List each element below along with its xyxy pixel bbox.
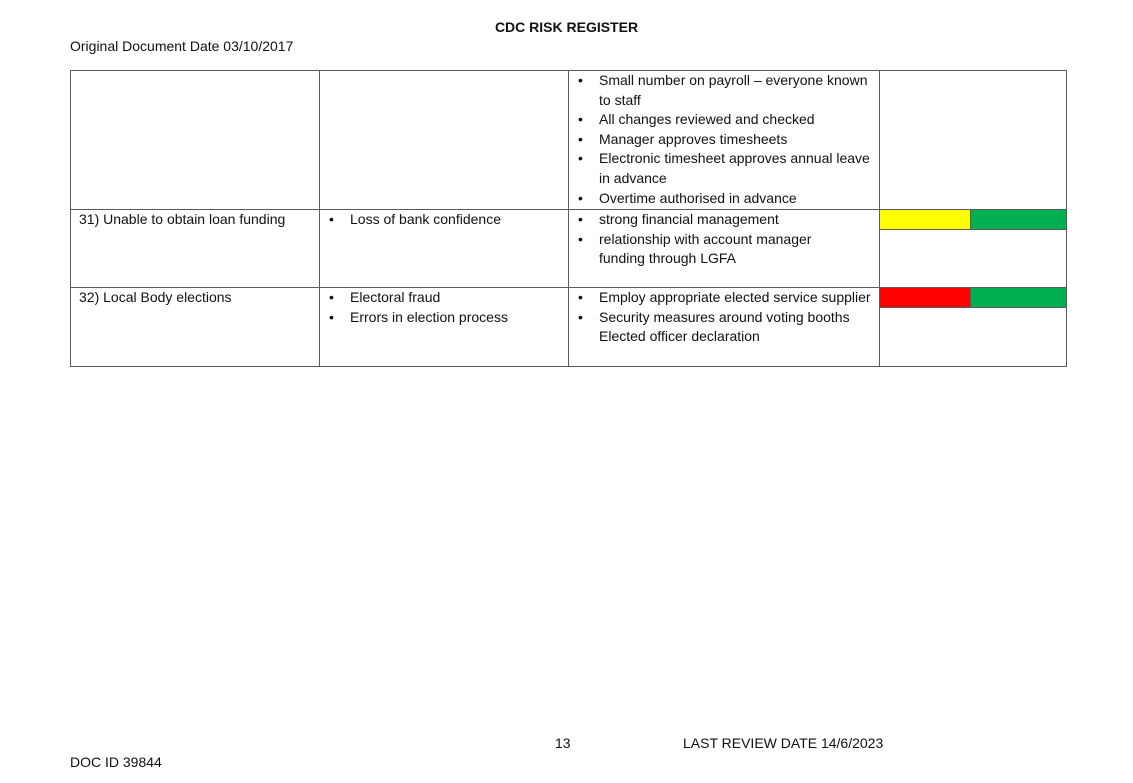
control-item: • strong financial management <box>569 210 879 230</box>
cause-item: • Loss of bank confidence <box>320 210 568 230</box>
control-item: • Electronic timesheet approves annual leave in advance <box>569 149 879 188</box>
control-item: • Employ appropriate elected service supplier <box>569 288 879 308</box>
control-item: • Security measures around voting booths <box>569 308 879 328</box>
rating-bar <box>880 288 1066 308</box>
causes-cell <box>320 210 569 288</box>
causes-list <box>320 288 568 327</box>
risk-cell <box>71 71 320 210</box>
cause-item: • Electoral fraud <box>320 288 568 308</box>
controls-cell <box>569 210 880 288</box>
consequence-rating-swatch <box>971 288 1066 307</box>
document-title: CDC RISK REGISTER <box>494 19 639 35</box>
controls-list <box>569 288 879 327</box>
page-number: 13 <box>555 735 571 751</box>
likelihood-rating-swatch <box>880 210 971 229</box>
rating-cell <box>880 210 1067 288</box>
rating-bar <box>880 210 1066 230</box>
risk-register-table <box>70 70 1067 367</box>
controls-cell <box>569 71 880 210</box>
risk-cell <box>71 288 320 367</box>
table-row <box>71 71 1067 210</box>
control-item: • relationship with account manager <box>569 230 879 250</box>
control-continuation: funding through LGFA <box>599 250 736 267</box>
control-item: • Small number on payroll – everyone known to staff <box>569 71 879 110</box>
table-row <box>71 210 1067 288</box>
consequence-rating-swatch <box>971 210 1066 229</box>
controls-list <box>569 71 879 208</box>
document-id: DOC ID 39844 <box>70 754 162 770</box>
causes-cell <box>320 71 569 210</box>
rating-cell <box>880 288 1067 367</box>
risk-description: 31) Unable to obtain loan funding <box>79 211 286 227</box>
table-row <box>71 288 1067 367</box>
cause-item: • Errors in election process <box>320 308 568 328</box>
risk-description: 32) Local Body elections <box>79 289 232 305</box>
control-item: • All changes reviewed and checked <box>569 110 879 130</box>
original-document-date: Original Document Date 03/10/2017 <box>70 38 294 54</box>
likelihood-rating-swatch <box>880 288 971 307</box>
causes-cell <box>320 288 569 367</box>
controls-cell <box>569 288 880 367</box>
controls-list <box>569 210 879 249</box>
last-review-date: LAST REVIEW DATE 14/6/2023 <box>683 735 884 751</box>
control-continuation: Elected officer declaration <box>599 328 760 345</box>
rating-cell <box>880 71 1067 210</box>
control-item: • Manager approves timesheets <box>569 130 879 150</box>
causes-list <box>320 210 568 230</box>
control-item: • Overtime authorised in advance <box>569 189 879 209</box>
risk-cell <box>71 210 320 288</box>
